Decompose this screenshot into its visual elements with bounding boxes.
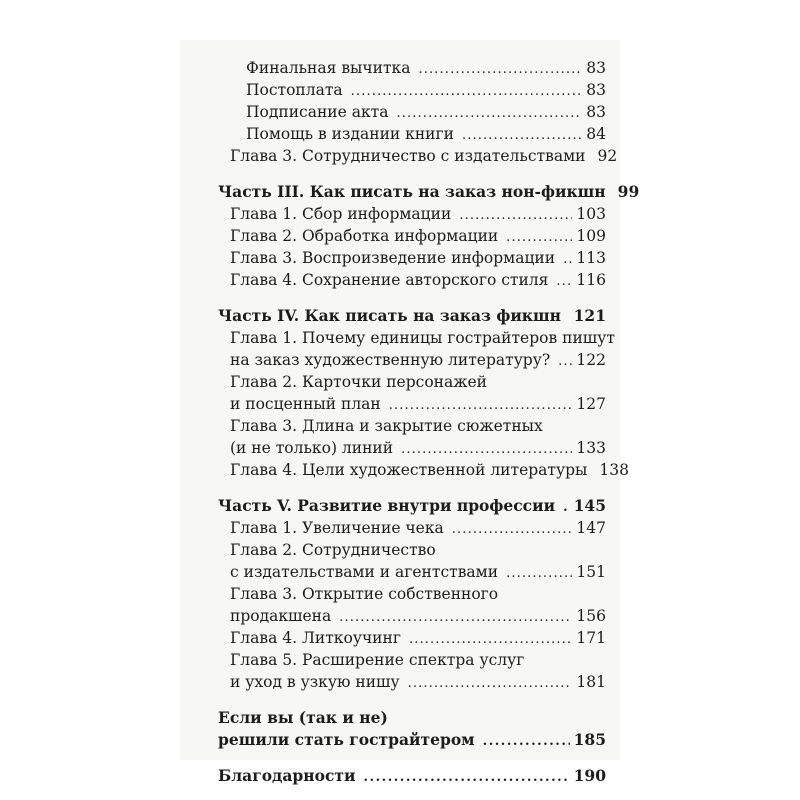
toc-part-title: Если вы (так и не) [218,708,388,727]
toc-chapter [218,269,606,291]
dot-leader [452,517,573,541]
dot-leader [364,765,570,789]
dot-leader [558,349,572,373]
toc-entry-title: и уход в узкую нишу [230,673,400,691]
toc-chapter-line [218,371,606,393]
toc-entry-page: 171 [576,629,606,647]
toc-entry-title: Глава 1. Увеличение чека [230,519,444,537]
toc-entry-title: Помощь в издании книги [246,125,454,143]
toc-chapter [218,459,629,481]
dot-leader [563,247,572,271]
toc-part-page: 185 [573,730,606,749]
dot-leader [396,101,582,125]
toc-chapter [218,517,606,539]
toc-entry-title: Глава 4. Литкоучинг [230,629,401,647]
toc-entry-page: 127 [576,395,606,413]
toc-entry-title: Глава 2. Карточки персонажей [230,373,487,391]
toc-part-title: Благодарности [218,766,356,785]
toc-entry-page: 113 [576,249,606,267]
toc-part-page: 190 [573,766,606,785]
toc-chapter [218,247,606,269]
toc-entry [218,79,606,101]
dot-leader [418,57,582,81]
toc-entry-page: 181 [576,673,606,691]
dot-leader [409,627,572,651]
toc-chapter-line [218,649,606,671]
toc-part-heading [218,495,606,517]
toc-entry-page: 147 [576,519,606,537]
toc-entry-title: продакшена [230,607,332,625]
toc-entry-page: 122 [576,351,606,369]
toc-entry-title: Глава 3. Воспроизведение информации [230,249,556,267]
toc-chapter [218,605,606,627]
toc-entry-page: 138 [599,461,629,479]
dot-leader [569,305,570,329]
toc-entry-page: 83 [586,59,606,77]
toc-part-page: 121 [573,306,606,325]
toc-chapter [218,671,606,693]
toc-chapter [218,349,606,371]
toc-entry-title: на заказ художественную литературу? [230,351,551,369]
toc-entry-page: 133 [576,439,606,457]
toc-entry [218,123,606,145]
toc-entry-title: (и не только) линий [230,439,394,457]
dot-leader [401,437,572,461]
toc-entry-page: 83 [586,81,606,99]
toc-entry-title: Финальная вычитка [246,59,411,77]
table-of-contents [218,57,640,787]
toc-part-page: 99 [617,182,640,201]
toc-acknowledgements [218,765,606,787]
toc-entry-title: с издательствами и агентствами [230,563,499,581]
toc-entry-title: Глава 1. Сбор информации [230,205,452,223]
toc-part-heading [218,305,606,327]
toc-chapter [218,145,618,167]
toc-epilogue [218,729,606,751]
toc-entry-title: Глава 4. Цели художественной литературы [230,461,588,479]
dot-leader [462,123,582,147]
toc-chapter-line [218,327,615,349]
toc-chapter [218,561,606,583]
toc-entry-page: 103 [576,205,606,223]
toc-entry-title: и посценный план [230,395,381,413]
dot-leader [408,671,573,695]
dot-leader [339,605,572,629]
dot-leader [483,729,570,753]
toc-part-title: Часть III. Как писать на заказ нон-фикшн [218,182,606,201]
toc-chapter [218,225,606,247]
toc-entry-title: Глава 3. Сотрудничество с издательствами [230,147,586,165]
dot-leader [351,79,583,103]
dot-leader [506,561,572,585]
toc-chapter [218,393,606,415]
toc-chapter-line [218,539,606,561]
dot-leader [506,225,572,249]
toc-entry-page: 151 [576,563,606,581]
toc-entry-title: Постоплата [246,81,343,99]
toc-entry-title: Глава 3. Открытие собственного [230,585,499,603]
dot-leader [563,495,570,519]
toc-entry-page: 116 [576,271,606,289]
toc-entry-page: 92 [597,147,618,165]
toc-entry [218,101,606,123]
toc-entry-title: Глава 4. Сохранение авторского стиля [230,271,549,289]
dot-leader [459,203,572,227]
toc-part-title: решили стать гострайтером [218,730,475,749]
toc-entry-title: Глава 2. Обработка информации [230,227,499,245]
toc-chapter [218,627,606,649]
toc-entry-page: 156 [576,607,606,625]
toc-chapter-line [218,415,606,437]
toc-entry [218,57,606,79]
toc-entry-page: 83 [586,103,606,121]
toc-entry-title: Подписание акта [246,103,389,121]
toc-entry-title: Глава 1. Почему единицы гострайтеров пишут [230,329,615,347]
toc-entry-page: 109 [576,227,606,245]
toc-part-heading [218,181,640,203]
toc-epilogue-line [218,707,606,729]
dot-leader [556,269,572,293]
toc-chapter [218,437,606,459]
toc-entry-title: Глава 5. Расширение спектра услуг [230,651,525,669]
toc-chapter [218,203,606,225]
toc-part-title: Часть IV. Как писать на заказ фикшн [218,306,562,325]
dot-leader [389,393,573,417]
toc-chapter-line [218,583,606,605]
toc-part-page: 145 [573,496,606,515]
toc-part-title: Часть V. Развитие внутри профессии [218,496,556,515]
toc-entry-page: 84 [586,125,606,143]
toc-entry-title: Глава 3. Длина и закрытие сюжетных [230,417,543,435]
toc-entry-title: Глава 2. Сотрудничество [230,541,436,559]
